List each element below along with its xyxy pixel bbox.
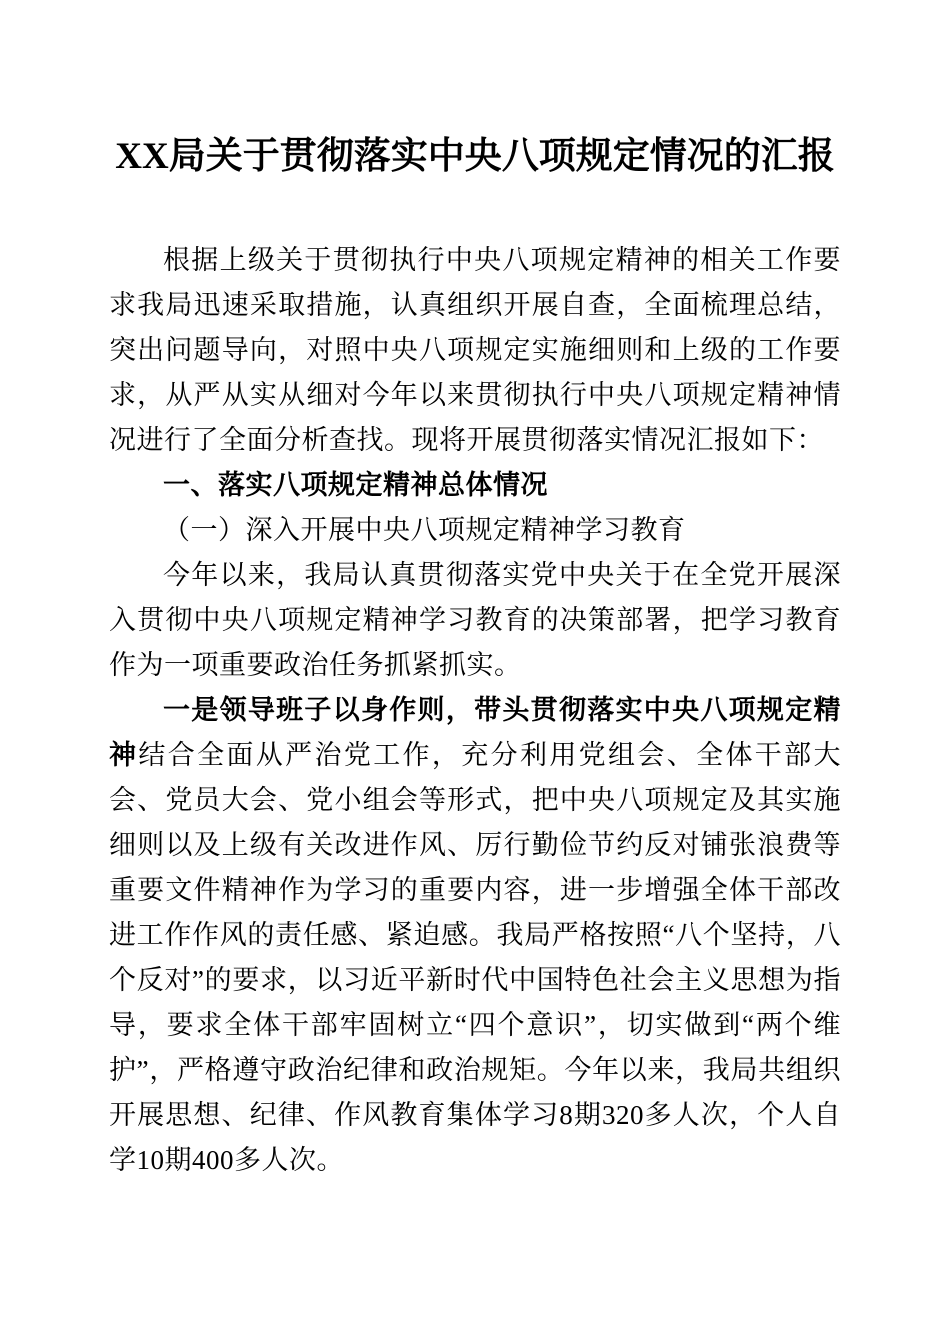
- study-education-paragraph: 今年以来，我局认真贯彻落实党中央关于在全党开展深入贯彻中央八项规定精神学习教育的决策部署，把学习教育作为一项重要政治任务抓紧抓实。: [109, 560, 841, 680]
- point-1-lead-text: 一是领导班子以身作则，带头贯彻落实中央八项规定精神: [109, 695, 841, 770]
- document-title: XX局关于贯彻落实中央八项规定情况的汇报: [115, 136, 835, 177]
- intro-paragraph: 根据上级关于贯彻执行中央八项规定精神的相关工作要求我局迅速采取措施，认真组织开展自查，全面梳理总结，突出问题导向，对照中央八项规定实施细则和上级的工作要求，从严从实从细对今年以来贯彻执行中央八项规定精神情况进行了全面分析查找。现将开展贯彻落实情况汇报如下：: [109, 245, 841, 455]
- point-1-paragraph: [109, 688, 841, 1183]
- point-1-body-text: 结合全面从严治党工作，充分利用党组会、全体干部大会、党员大会、党小组会等形式，把中央八项规定及其实施细则以及上级有关改进作风、厉行勤俭节约反对铺张浪费等重要文件精神作为学习的重要内容，进一步增强全体干部改进工作作风的责任感、紧迫感。我局严格按照“八个坚持，八个反对”的要求，以习近平新时代中国特色社会主义思想为指导，要求全体干部牢固树立“四个意识”，切实做到“两个维护”，严格遵守政治纪律和政治规矩。今年以来，我局共组织开展思想、纪律、作风教育集体学习8期320多人次，个人自学10期400多人次。: [109, 740, 842, 1175]
- section-1-heading: 一、落实八项规定精神总体情况: [163, 470, 548, 500]
- section-1-sub-1-heading: （一）深入开展中央八项规定精神学习教育: [163, 515, 686, 545]
